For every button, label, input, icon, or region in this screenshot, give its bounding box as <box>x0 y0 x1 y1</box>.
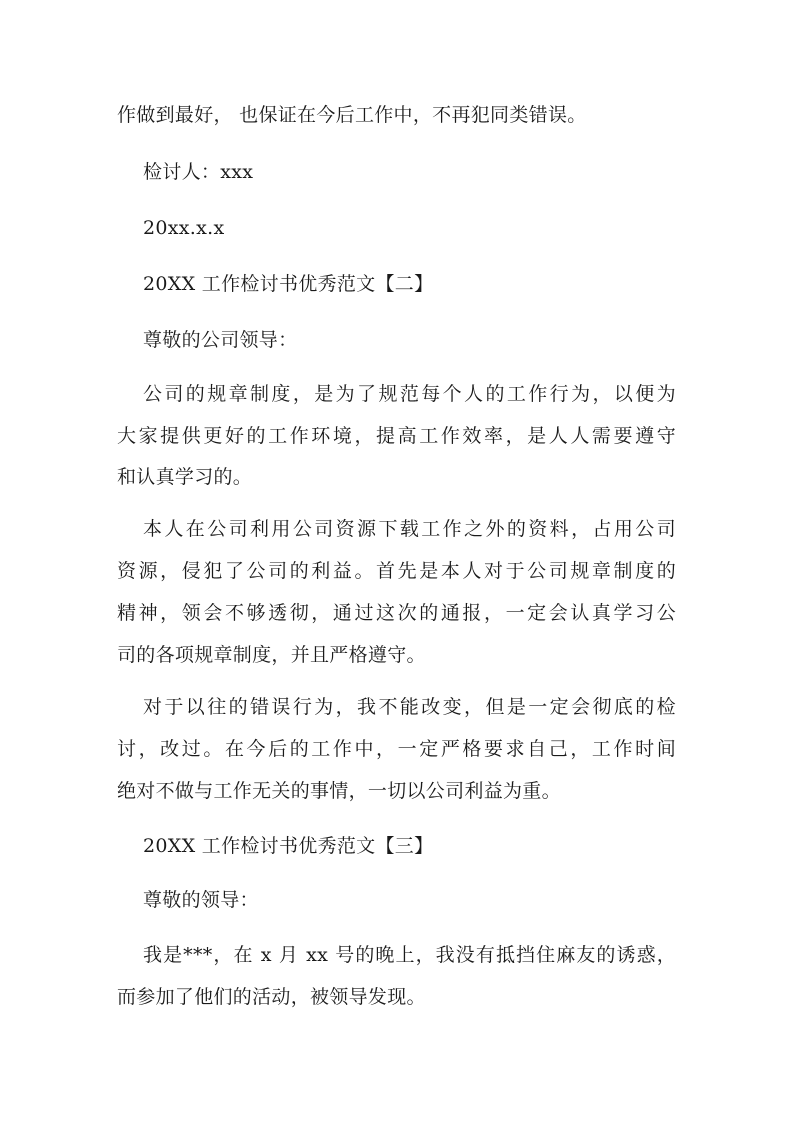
paragraph-line: 大家提供更好的工作环境，提高工作效率，是人人需要遵守 <box>117 425 676 447</box>
paragraph-line: 绝对不做与工作无关的事情，一切以公司利益为重。 <box>117 780 561 802</box>
signature-line: 检讨人：xxx <box>143 161 254 183</box>
paragraph-line: 司的各项规章制度，并且严格遵守。 <box>117 644 426 666</box>
paragraph-line: 对于以往的错误行为，我不能改变，但是一定会彻底的检 <box>143 696 676 718</box>
paragraph-line: 资源，侵犯了公司的利益。首先是本人对于公司规章制度的 <box>117 560 676 582</box>
paragraph-line: 精神，领会不够透彻，通过这次的通报，一定会认真学习公 <box>117 602 676 624</box>
paragraph-line: 本人在公司利用公司资源下载工作之外的资料，占用公司 <box>143 518 676 540</box>
paragraph-line: 而参加了他们的活动，被领导发现。 <box>117 986 426 1008</box>
section-heading: 20XX 工作检讨书优秀范文【二】 <box>143 273 434 295</box>
paragraph-line: 作做到最好， 也保证在今后工作中，不再犯同类错误。 <box>117 104 587 126</box>
date-line: 20xx.x.x <box>143 217 225 239</box>
salutation: 尊敬的公司领导： <box>143 329 298 351</box>
section-heading: 20XX 工作检讨书优秀范文【三】 <box>143 835 434 857</box>
paragraph-line: 和认真学习的。 <box>117 466 253 488</box>
paragraph-line: 公司的规章制度，是为了规范每个人的工作行为，以便为 <box>143 383 676 405</box>
salutation: 尊敬的领导： <box>143 889 259 911</box>
paragraph-line: 我是***，在 x 月 xx 号的晚上，我没有抵挡住麻友的诱惑， <box>143 944 676 966</box>
paragraph-line: 讨，改过。在今后的工作中，一定严格要求自己，工作时间 <box>117 738 676 760</box>
